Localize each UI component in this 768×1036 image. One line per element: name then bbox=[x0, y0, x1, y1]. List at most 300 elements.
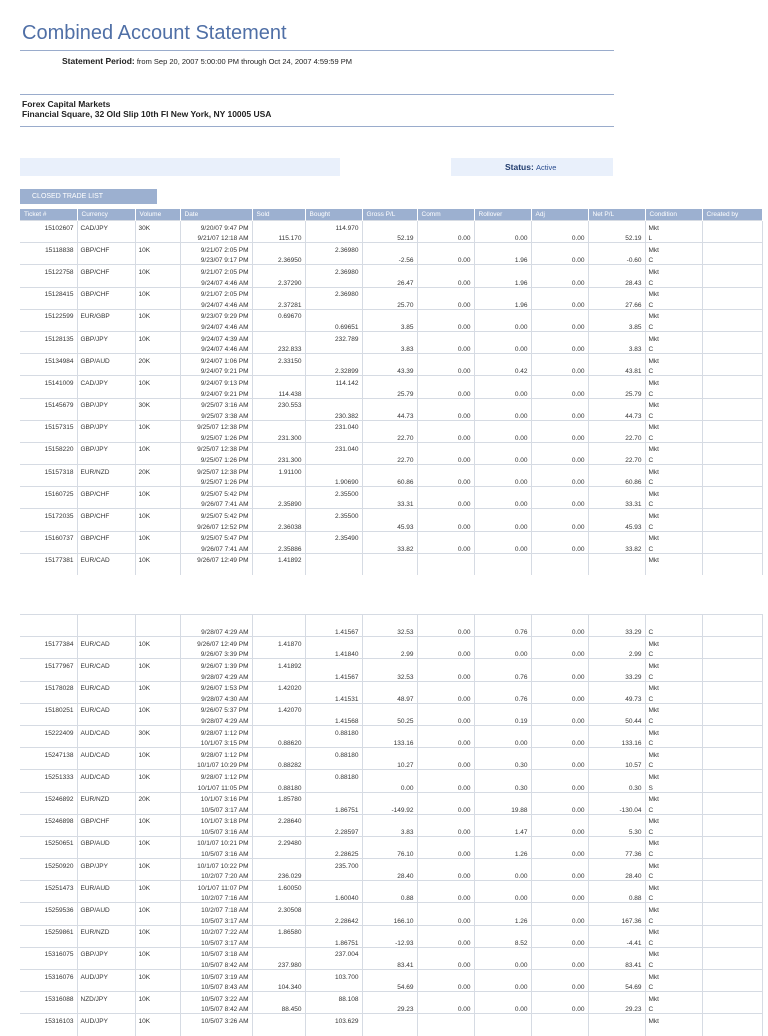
condition-cell: Mkt bbox=[645, 221, 702, 232]
condition-cell: Mkt bbox=[645, 681, 702, 692]
volume-cell: 10K bbox=[135, 487, 180, 498]
net-pl-cell: 33.82 bbox=[588, 542, 645, 553]
condition-cell: Mkt bbox=[645, 748, 702, 759]
close-date-cell: 10/2/07 7:16 AM bbox=[180, 892, 252, 903]
open-date-cell: 9/26/07 12:49 PM bbox=[180, 553, 252, 564]
close-date-cell: 9/24/07 4:46 AM bbox=[180, 343, 252, 354]
sold-cell: 0.88180 bbox=[252, 781, 305, 792]
currency-cell bbox=[77, 476, 135, 487]
condition-cell: Mkt bbox=[645, 309, 702, 320]
ticket-cell bbox=[20, 1025, 77, 1036]
table-row bbox=[20, 420, 762, 431]
condition-cell: Mkt bbox=[645, 331, 702, 342]
adj-cell: 0.00 bbox=[531, 298, 588, 309]
sold-cell bbox=[252, 615, 305, 626]
comm-cell: 0.00 bbox=[417, 692, 474, 703]
comm-cell bbox=[417, 309, 474, 320]
gross-pl-cell: 33.82 bbox=[362, 542, 417, 553]
sold-cell: 1.42070 bbox=[252, 703, 305, 714]
volume-cell: 10K bbox=[135, 637, 180, 648]
sold-cell: 2.37281 bbox=[252, 298, 305, 309]
created-by-cell bbox=[702, 509, 762, 520]
ticket-cell bbox=[20, 615, 77, 626]
condition-cell: C bbox=[645, 981, 702, 992]
net-pl-cell bbox=[588, 442, 645, 453]
ticket-cell: 15180251 bbox=[20, 703, 77, 714]
net-pl-cell: -0.60 bbox=[588, 254, 645, 265]
condition-cell: C bbox=[645, 431, 702, 442]
net-pl-cell bbox=[588, 309, 645, 320]
created-by-cell bbox=[702, 232, 762, 243]
volume-cell bbox=[135, 803, 180, 814]
volume-cell: 20K bbox=[135, 465, 180, 476]
statement-period-label: Statement Period: bbox=[62, 56, 135, 66]
rollover-cell bbox=[474, 859, 531, 870]
adj-cell bbox=[531, 331, 588, 342]
volume-cell bbox=[135, 870, 180, 881]
net-pl-cell bbox=[588, 487, 645, 498]
rollover-cell bbox=[474, 509, 531, 520]
gross-pl-cell bbox=[362, 836, 417, 847]
table-row bbox=[20, 265, 762, 276]
volume-cell bbox=[135, 387, 180, 398]
comm-cell bbox=[417, 509, 474, 520]
net-pl-cell bbox=[588, 615, 645, 626]
volume-cell: 20K bbox=[135, 354, 180, 365]
created-by-cell bbox=[702, 759, 762, 770]
adj-cell bbox=[531, 465, 588, 476]
created-by-cell bbox=[702, 398, 762, 409]
comm-cell: 0.00 bbox=[417, 981, 474, 992]
comm-cell: 0.00 bbox=[417, 870, 474, 881]
sold-cell bbox=[252, 825, 305, 836]
adj-cell: 0.00 bbox=[531, 892, 588, 903]
created-by-cell bbox=[702, 276, 762, 287]
currency-cell: GBP/JPY bbox=[77, 420, 135, 431]
table-row bbox=[20, 331, 762, 342]
rollover-cell bbox=[474, 221, 531, 232]
currency-cell bbox=[77, 320, 135, 331]
open-date-cell: 9/24/07 9:13 PM bbox=[180, 376, 252, 387]
ticket-cell bbox=[20, 1003, 77, 1014]
open-date-cell: 9/26/07 1:39 PM bbox=[180, 659, 252, 670]
bought-cell: 1.41568 bbox=[305, 714, 362, 725]
rollover-cell bbox=[474, 748, 531, 759]
close-date-cell: 9/28/07 4:29 AM bbox=[180, 670, 252, 681]
open-date-cell: 9/25/07 12:38 PM bbox=[180, 442, 252, 453]
net-pl-cell: 3.85 bbox=[588, 320, 645, 331]
table-row bbox=[20, 531, 762, 542]
table-row bbox=[20, 903, 762, 914]
bought-cell bbox=[305, 870, 362, 881]
bought-cell bbox=[305, 659, 362, 670]
col-gross-pl: Gross P/L bbox=[362, 209, 417, 221]
comm-cell bbox=[417, 881, 474, 892]
account-info-box bbox=[20, 158, 340, 176]
table-row bbox=[20, 770, 762, 781]
comm-cell: 0.00 bbox=[417, 759, 474, 770]
adj-cell bbox=[531, 970, 588, 981]
currency-cell: AUD/JPY bbox=[77, 970, 135, 981]
condition-cell bbox=[645, 1025, 702, 1036]
ticket-cell bbox=[20, 892, 77, 903]
col-bought: Bought bbox=[305, 209, 362, 221]
rollover-cell bbox=[474, 287, 531, 298]
net-pl-cell: 28.40 bbox=[588, 870, 645, 881]
ticket-cell: 15247138 bbox=[20, 748, 77, 759]
currency-cell: EUR/AUD bbox=[77, 881, 135, 892]
created-by-cell bbox=[702, 648, 762, 659]
gross-pl-cell bbox=[362, 509, 417, 520]
created-by-cell bbox=[702, 637, 762, 648]
bought-cell bbox=[305, 276, 362, 287]
bought-cell: 2.36980 bbox=[305, 287, 362, 298]
rollover-cell bbox=[474, 243, 531, 254]
volume-cell: 10K bbox=[135, 376, 180, 387]
table-row bbox=[20, 509, 762, 520]
net-pl-cell bbox=[588, 881, 645, 892]
currency-cell bbox=[77, 298, 135, 309]
ticket-cell: 15259536 bbox=[20, 903, 77, 914]
table-row-close bbox=[20, 254, 762, 265]
adj-cell: 0.00 bbox=[531, 803, 588, 814]
table-row-close bbox=[20, 847, 762, 858]
condition-cell: C bbox=[645, 542, 702, 553]
adj-cell: 0.00 bbox=[531, 714, 588, 725]
adj-cell: 0.00 bbox=[531, 276, 588, 287]
table-row-close bbox=[20, 387, 762, 398]
bought-cell bbox=[305, 781, 362, 792]
volume-cell bbox=[135, 431, 180, 442]
net-pl-cell bbox=[588, 637, 645, 648]
table-row-close bbox=[20, 737, 762, 748]
comm-cell bbox=[417, 992, 474, 1003]
created-by-cell bbox=[702, 748, 762, 759]
bought-cell: 103.629 bbox=[305, 1014, 362, 1025]
currency-cell: EUR/CAD bbox=[77, 637, 135, 648]
net-pl-cell bbox=[588, 703, 645, 714]
open-date-cell: 10/2/07 7:18 AM bbox=[180, 903, 252, 914]
comm-cell: 0.00 bbox=[417, 542, 474, 553]
condition-cell: Mkt bbox=[645, 725, 702, 736]
sold-cell: 2.30508 bbox=[252, 903, 305, 914]
bought-cell: 1.41567 bbox=[305, 626, 362, 637]
currency-cell bbox=[77, 737, 135, 748]
ticket-cell bbox=[20, 936, 77, 947]
comm-cell bbox=[417, 637, 474, 648]
gross-pl-cell bbox=[362, 970, 417, 981]
created-by-cell bbox=[702, 354, 762, 365]
gross-pl-cell: 32.53 bbox=[362, 626, 417, 637]
sold-cell bbox=[252, 320, 305, 331]
volume-cell bbox=[135, 298, 180, 309]
created-by-cell bbox=[702, 936, 762, 947]
ticket-cell bbox=[20, 365, 77, 376]
rollover-cell bbox=[474, 792, 531, 803]
rollover-cell: 0.00 bbox=[474, 453, 531, 464]
table-row bbox=[20, 465, 762, 476]
sold-cell bbox=[252, 442, 305, 453]
rollover-cell bbox=[474, 770, 531, 781]
condition-cell: Mkt bbox=[645, 836, 702, 847]
comm-cell: 0.00 bbox=[417, 387, 474, 398]
currency-cell bbox=[77, 387, 135, 398]
ticket-cell bbox=[20, 759, 77, 770]
table-row-close bbox=[20, 648, 762, 659]
rollover-cell: 19.88 bbox=[474, 803, 531, 814]
close-date-cell: 9/24/07 4:46 AM bbox=[180, 320, 252, 331]
table-row-close bbox=[20, 958, 762, 969]
table-row bbox=[20, 881, 762, 892]
rollover-cell bbox=[474, 376, 531, 387]
open-date-cell: 9/25/07 5:47 PM bbox=[180, 531, 252, 542]
volume-cell: 10K bbox=[135, 970, 180, 981]
volume-cell bbox=[135, 615, 180, 626]
comm-cell bbox=[417, 331, 474, 342]
gross-pl-cell: 2.99 bbox=[362, 648, 417, 659]
volume-cell bbox=[135, 498, 180, 509]
bought-cell bbox=[305, 1003, 362, 1014]
currency-cell: AUD/CAD bbox=[77, 748, 135, 759]
condition-cell: C bbox=[645, 648, 702, 659]
currency-cell: EUR/NZD bbox=[77, 465, 135, 476]
open-date-cell: 9/28/07 1:12 PM bbox=[180, 748, 252, 759]
comm-cell: 0.00 bbox=[417, 936, 474, 947]
close-date-cell: 9/21/07 12:18 AM bbox=[180, 232, 252, 243]
ticket-cell bbox=[20, 320, 77, 331]
currency-cell bbox=[77, 453, 135, 464]
created-by-cell bbox=[702, 659, 762, 670]
rollover-cell: 0.00 bbox=[474, 870, 531, 881]
sold-cell bbox=[252, 564, 305, 575]
volume-cell: 30K bbox=[135, 398, 180, 409]
gross-pl-cell bbox=[362, 309, 417, 320]
adj-cell bbox=[531, 947, 588, 958]
condition-cell: Mkt bbox=[645, 420, 702, 431]
open-date-cell: 9/25/07 12:38 PM bbox=[180, 420, 252, 431]
bought-cell bbox=[305, 759, 362, 770]
net-pl-cell: 54.69 bbox=[588, 981, 645, 992]
comm-cell bbox=[417, 531, 474, 542]
created-by-cell bbox=[702, 442, 762, 453]
volume-cell bbox=[135, 648, 180, 659]
created-by-cell bbox=[702, 254, 762, 265]
gross-pl-cell bbox=[362, 903, 417, 914]
condition-cell: C bbox=[645, 825, 702, 836]
sold-cell bbox=[252, 847, 305, 858]
created-by-cell bbox=[702, 287, 762, 298]
adj-cell: 0.00 bbox=[531, 498, 588, 509]
comm-cell: 0.00 bbox=[417, 847, 474, 858]
rollover-cell bbox=[474, 331, 531, 342]
ticket-cell: 15316075 bbox=[20, 947, 77, 958]
open-date-cell: 10/1/07 10:21 PM bbox=[180, 836, 252, 847]
condition-cell: Mkt bbox=[645, 970, 702, 981]
created-by-cell bbox=[702, 692, 762, 703]
net-pl-cell: 25.79 bbox=[588, 387, 645, 398]
rollover-cell bbox=[474, 487, 531, 498]
volume-cell bbox=[135, 914, 180, 925]
table-row bbox=[20, 487, 762, 498]
adj-cell bbox=[531, 376, 588, 387]
close-date-cell: 9/26/07 3:39 PM bbox=[180, 648, 252, 659]
bought-cell: 1.90690 bbox=[305, 476, 362, 487]
created-by-cell bbox=[702, 409, 762, 420]
currency-cell bbox=[77, 409, 135, 420]
close-date-cell: 9/25/07 1:26 PM bbox=[180, 453, 252, 464]
statement-period-value: from Sep 20, 2007 5:00:00 PM through Oct 24, 2007 4:59:59 PM bbox=[136, 57, 352, 66]
currency-cell: GBP/CHF bbox=[77, 531, 135, 542]
net-pl-cell: 83.41 bbox=[588, 958, 645, 969]
sold-cell: 0.88620 bbox=[252, 737, 305, 748]
gross-pl-cell bbox=[362, 748, 417, 759]
sold-cell: 2.35890 bbox=[252, 498, 305, 509]
ticket-cell bbox=[20, 870, 77, 881]
table-row bbox=[20, 681, 762, 692]
sold-cell: 1.91100 bbox=[252, 465, 305, 476]
bought-cell bbox=[305, 542, 362, 553]
comm-cell bbox=[417, 553, 474, 564]
net-pl-cell bbox=[588, 725, 645, 736]
bought-cell bbox=[305, 925, 362, 936]
net-pl-cell bbox=[588, 903, 645, 914]
rollover-cell: 0.00 bbox=[474, 498, 531, 509]
divider bbox=[20, 50, 614, 51]
created-by-cell bbox=[702, 520, 762, 531]
bought-cell bbox=[305, 681, 362, 692]
closed-trade-list-tab[interactable] bbox=[20, 189, 157, 204]
adj-cell bbox=[531, 553, 588, 564]
currency-cell: EUR/NZD bbox=[77, 925, 135, 936]
currency-cell: GBP/AUD bbox=[77, 903, 135, 914]
col-comm: Comm bbox=[417, 209, 474, 221]
condition-cell: Mkt bbox=[645, 903, 702, 914]
table-row bbox=[20, 287, 762, 298]
volume-cell bbox=[135, 320, 180, 331]
adj-cell bbox=[531, 992, 588, 1003]
rollover-cell bbox=[474, 564, 531, 575]
condition-cell: Mkt bbox=[645, 637, 702, 648]
adj-cell: 0.00 bbox=[531, 914, 588, 925]
comm-cell bbox=[417, 681, 474, 692]
rollover-cell bbox=[474, 947, 531, 958]
status-label: Status: bbox=[505, 162, 534, 172]
comm-cell: 0.00 bbox=[417, 825, 474, 836]
sold-cell bbox=[252, 714, 305, 725]
rollover-cell bbox=[474, 1025, 531, 1036]
rollover-cell bbox=[474, 553, 531, 564]
sold-cell: 232.833 bbox=[252, 343, 305, 354]
bought-cell: 2.35500 bbox=[305, 509, 362, 520]
currency-cell: GBP/CHF bbox=[77, 814, 135, 825]
rollover-cell: 1.96 bbox=[474, 276, 531, 287]
close-date-cell: 9/26/07 7:41 AM bbox=[180, 542, 252, 553]
table-row-close bbox=[20, 365, 762, 376]
condition-cell: C bbox=[645, 409, 702, 420]
volume-cell bbox=[135, 936, 180, 947]
net-pl-cell: 45.93 bbox=[588, 520, 645, 531]
volume-cell: 10K bbox=[135, 814, 180, 825]
bought-cell bbox=[305, 981, 362, 992]
created-by-cell bbox=[702, 714, 762, 725]
rollover-cell: 0.42 bbox=[474, 365, 531, 376]
gross-pl-cell: -2.56 bbox=[362, 254, 417, 265]
ticket-cell bbox=[20, 387, 77, 398]
created-by-cell bbox=[702, 376, 762, 387]
rollover-cell bbox=[474, 903, 531, 914]
rollover-cell bbox=[474, 465, 531, 476]
bought-cell: 1.60040 bbox=[305, 892, 362, 903]
sold-cell: 2.37290 bbox=[252, 276, 305, 287]
close-date-cell: 9/26/07 7:41 AM bbox=[180, 498, 252, 509]
net-pl-cell: 43.81 bbox=[588, 365, 645, 376]
comm-cell: 0.00 bbox=[417, 626, 474, 637]
net-pl-cell bbox=[588, 659, 645, 670]
bought-cell: 88.108 bbox=[305, 992, 362, 1003]
adj-cell: 0.00 bbox=[531, 626, 588, 637]
created-by-cell bbox=[702, 387, 762, 398]
sold-cell: 231.300 bbox=[252, 431, 305, 442]
rollover-cell bbox=[474, 615, 531, 626]
comm-cell bbox=[417, 376, 474, 387]
ticket-cell: 15134984 bbox=[20, 354, 77, 365]
gross-pl-cell: 0.00 bbox=[362, 781, 417, 792]
table-row-close bbox=[20, 1003, 762, 1014]
currency-cell: CAD/JPY bbox=[77, 221, 135, 232]
gross-pl-cell bbox=[362, 615, 417, 626]
rollover-cell: 0.00 bbox=[474, 520, 531, 531]
adj-cell: 0.00 bbox=[531, 692, 588, 703]
created-by-cell bbox=[702, 298, 762, 309]
close-date-cell: 9/25/07 3:38 AM bbox=[180, 409, 252, 420]
rollover-cell: 0.00 bbox=[474, 320, 531, 331]
condition-cell: Mkt bbox=[645, 531, 702, 542]
table-row-close bbox=[20, 759, 762, 770]
open-date-cell: 10/1/07 3:16 PM bbox=[180, 792, 252, 803]
status-box bbox=[451, 158, 613, 176]
bought-cell: 232.789 bbox=[305, 331, 362, 342]
open-date-cell: 9/26/07 1:53 PM bbox=[180, 681, 252, 692]
net-pl-cell bbox=[588, 947, 645, 958]
open-date-cell: 9/25/07 5:42 PM bbox=[180, 509, 252, 520]
condition-cell: Mkt bbox=[645, 859, 702, 870]
net-pl-cell bbox=[588, 354, 645, 365]
gross-pl-cell bbox=[362, 376, 417, 387]
condition-cell: Mkt bbox=[645, 354, 702, 365]
sold-cell bbox=[252, 476, 305, 487]
ticket-cell: 15177967 bbox=[20, 659, 77, 670]
condition-cell: Mkt bbox=[645, 509, 702, 520]
volume-cell bbox=[135, 254, 180, 265]
close-date-cell: 9/26/07 12:52 PM bbox=[180, 520, 252, 531]
bought-cell: 230.382 bbox=[305, 409, 362, 420]
gross-pl-cell bbox=[362, 859, 417, 870]
gross-pl-cell: 50.25 bbox=[362, 714, 417, 725]
ticket-cell bbox=[20, 914, 77, 925]
condition-cell: C bbox=[645, 254, 702, 265]
sold-cell bbox=[252, 365, 305, 376]
net-pl-cell: 5.30 bbox=[588, 825, 645, 836]
gross-pl-cell: -12.93 bbox=[362, 936, 417, 947]
volume-cell: 10K bbox=[135, 881, 180, 892]
sold-cell: 1.41870 bbox=[252, 637, 305, 648]
volume-cell: 10K bbox=[135, 748, 180, 759]
currency-cell: AUD/JPY bbox=[77, 1014, 135, 1025]
gross-pl-cell: 3.83 bbox=[362, 343, 417, 354]
currency-cell bbox=[77, 692, 135, 703]
condition-cell: C bbox=[645, 914, 702, 925]
open-date-cell: 9/21/07 2:05 PM bbox=[180, 265, 252, 276]
